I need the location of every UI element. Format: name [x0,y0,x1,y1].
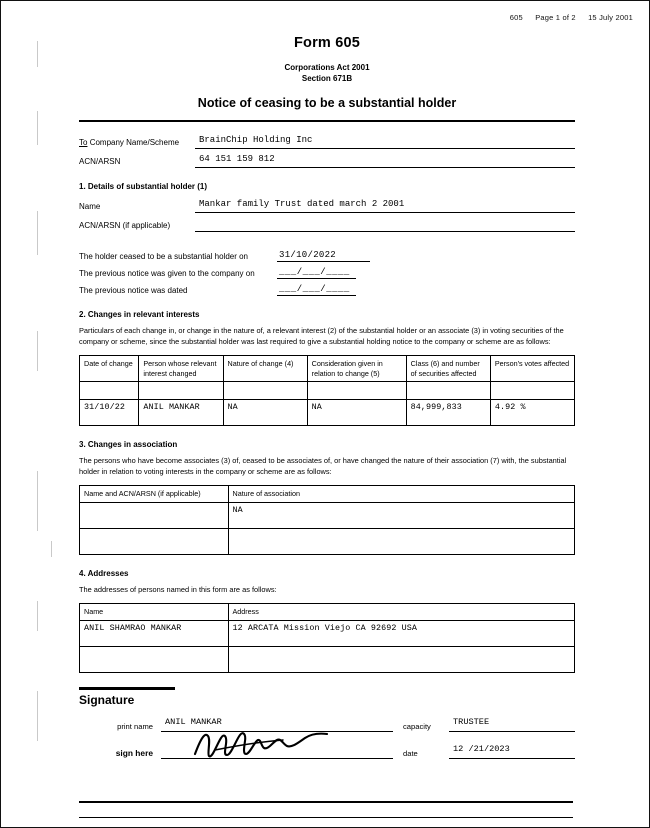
section2-paragraph: Particulars of each change in, or change in the nature of, a relevant interest (2) of the substantial holder or an associate (3) in voting securities of the company or scheme, since the substantial holder was last required to give a substantial holding notice to the company or scheme are as follows: [79,326,564,346]
cell-person: ANIL MANKAR [139,400,223,426]
act-name: Corporations Act 2001 [284,63,370,72]
scan-artifact [37,331,38,371]
cell-association-name [80,528,229,554]
header-date: 15 July 2001 [588,13,633,22]
holder-name-value[interactable]: Mankar family Trust dated march 2 2001 [195,198,575,213]
previous-notice-given-value[interactable]: ___/___/____ [277,267,356,279]
cell-consideration: NA [307,400,406,426]
capacity-value[interactable]: TRUSTEE [449,717,575,732]
print-name-row [79,717,575,732]
col-consideration: Consideration given in relation to change (5) [307,356,406,382]
table-row [80,646,575,672]
previous-notice-given-row [79,267,575,279]
section4-paragraph: The addresses of persons named in this form are as follows: [79,584,277,594]
section3-paragraph: The persons who have become associates (3) of, ceased to be associates of, or have changed the nature of their association (7) with, the substantial holder in relation to voting interests in the company or scheme are as follows: [79,456,567,476]
to-label: To [79,138,88,147]
company-name-text: Company Name/Scheme [89,138,180,147]
cell-address [228,646,575,672]
col-address-name: Name [80,604,229,621]
capacity-row [403,717,575,732]
document-title: Notice of ceasing to be a substantial holder [197,96,457,110]
scan-artifact [37,691,38,741]
capacity-label: capacity [403,721,431,731]
print-name-value[interactable]: ANIL MANKAR [161,717,393,732]
scan-artifact [37,601,38,631]
holder-name-label: Name [79,202,101,211]
header-page-label: Page 1 of 2 [535,13,576,22]
date-label: date [403,748,418,758]
page-header [500,13,633,22]
document-body [79,35,575,771]
table-row [80,620,575,646]
company-name-value[interactable]: BrainChip Holding Inc [195,134,575,149]
scan-artifact [37,471,38,531]
sign-here-value[interactable] [161,744,393,759]
ceased-date-value[interactable]: 31/10/2022 [277,250,370,262]
col-address: Address [228,604,575,621]
title-divider [79,120,575,122]
spacer [79,236,575,250]
handwritten-signature-icon [191,728,331,762]
cell-date-of-change: 31/10/22 [80,400,139,426]
holder-name-row [79,198,575,213]
table-row [80,382,575,400]
cell-association-name [80,502,229,528]
section2-heading: 2. Changes in relevant interests [79,310,200,319]
title-block [79,35,575,110]
company-acn-row [79,153,575,168]
company-name-label [79,137,195,149]
ceased-date-row [79,250,575,262]
addresses-table [79,603,575,673]
table-row [80,400,575,426]
company-acn-value[interactable]: 64 151 159 812 [195,153,575,168]
section4-heading: 4. Addresses [79,568,129,578]
scan-artifact [37,211,38,255]
col-nature-of-association: Nature of association [228,486,575,503]
holder-acn-row [79,217,575,232]
relevant-interests-table [79,355,575,426]
table-header-row [80,356,575,382]
holder-acn-value[interactable] [195,217,575,232]
col-nature-of-change: Nature of change (4) [223,356,307,382]
section-reference: Section 671B [301,74,353,83]
previous-notice-dated-row [79,284,575,296]
ceased-date-label: The holder ceased to be a substantial holder on [79,252,249,261]
scan-artifact [37,111,38,145]
cell-nature-of-change: NA [223,400,307,426]
scan-artifact [37,41,38,67]
sign-here-row [79,744,575,759]
table-row [80,528,575,554]
footer-divider-thin [79,817,573,818]
date-value[interactable]: 12 /21/2023 [449,744,575,759]
cell-nature-of-association [228,528,575,554]
col-votes-affected: Person's votes affected [490,356,574,382]
header-doc-code: 605 [509,13,523,22]
cell-class-number: 84,999,833 [406,400,490,426]
signature-block [79,687,575,759]
cell-address-name [80,646,229,672]
cell-address-name: ANIL SHAMRAO MANKAR [80,620,229,646]
footer-divider-thick [79,801,573,803]
previous-notice-given-label: The previous notice was given to the company on [79,269,255,278]
print-name-label: print name [117,721,153,731]
col-association-name: Name and ACN/ARSN (if applicable) [80,486,229,503]
section1-heading: 1. Details of substantial holder (1) [79,182,208,191]
signature-fields [79,717,575,759]
previous-notice-dated-label: The previous notice was dated [79,286,188,295]
cell-votes-affected: 4.92 % [490,400,574,426]
previous-notice-dated-value[interactable]: ___/___/____ [277,284,356,296]
date-row [403,744,575,759]
col-person: Person whose relevant interest changed [139,356,223,382]
association-table [79,485,575,555]
table-header-row [80,604,575,621]
holder-acn-label: ACN/ARSN (if applicable) [79,221,171,230]
cell-address: 12 ARCATA Mission Viejo CA 92692 USA [228,620,575,646]
company-name-row [79,134,575,149]
table-header-row [80,486,575,503]
signature-divider [79,687,175,690]
col-class-number: Class (6) and number of securities affected [406,356,490,382]
scan-artifact [51,541,52,557]
col-date-of-change: Date of change [80,356,139,382]
table-row [80,502,575,528]
cell-nature-of-association: NA [228,502,575,528]
signature-heading: Signature [79,692,135,707]
sign-here-label: sign here [115,747,153,758]
section3-heading: 3. Changes in association [79,440,178,449]
company-acn-label: ACN/ARSN [79,157,121,166]
form-number: Form 605 [293,35,361,51]
